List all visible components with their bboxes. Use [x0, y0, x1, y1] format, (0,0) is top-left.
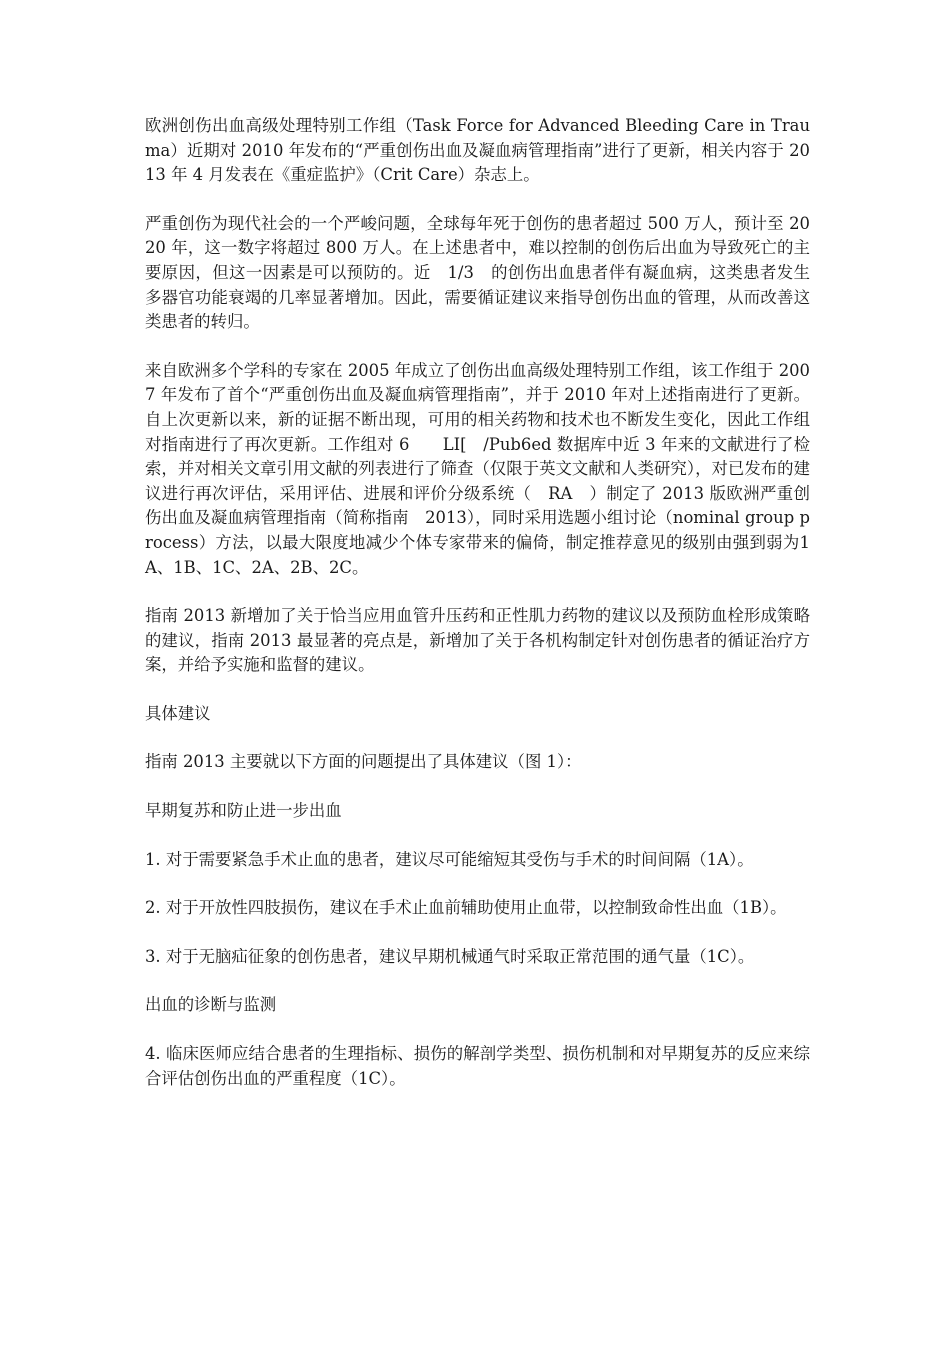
paragraph-task-force: 来自欧洲多个学科的专家在 2005 年成立了创伤出血高级处理特别工作组，该工作组于 2007 年发布了首个“严重创伤出血及凝血病管理指南”，并于 2010 年对上述指南进行了更新。自上次更新以来，新的证据不断出现，可用的相关药物和技术也不断发生变化，因此工作组对指南进行了再次更新。工作组对 6 LI[ /Pub6ed 数据库中近 3 年来的文献进行了检索，并对相关文章引用文献的列表进行了筛查（仅限于英文文献和人类研究），对已发布的建议进行再次评估，采用评估、进展和评价分级系统（ RA ）制定了 2013 版欧洲严重创伤出血及凝血病管理指南（简称指南 2013），同时采用选题小组讨论（nominal group process）方法，以最大限度地减少个体专家带来的偏倚，制定推荐意见的级别由强到弱为1A、1B、1C、2A、2B、2C。: [145, 360, 810, 577]
recommendation-item-2: 2. 对于开放性四肢损伤，建议在手术止血前辅助使用止血带，以控制致命性出血（1B）。: [145, 898, 787, 918]
recommendation-item-4: 4. 临床医师应结合患者的生理指标、损伤的解剖学类型、损伤机制和对早期复苏的反应来综合评估创伤出血的严重程度（1C）。: [145, 1044, 810, 1088]
recommendation-item-3: 3. 对于无脑疝征象的创伤患者，建议早期机械通气时采取正常范围的通气量（1C）。: [145, 946, 755, 966]
heading-early-resuscitation: 早期复苏和防止进一步出血: [145, 801, 342, 821]
paragraph-background: 严重创伤为现代社会的一个严峻问题，全球每年死于创伤的患者超过 500 万人，预计至 2020 年，这一数字将超过 800 万人。在上述患者中，难以控制的创伤后出血为导致死亡的主要原因，但这一因素是可以预防的。近 1/3 的创伤出血患者伴有凝血病，这类患者发生多器官功能衰竭的几率显著增加。因此，需要循证建议来指导创伤出血的管理，从而改善这类患者的转归。: [145, 213, 810, 332]
heading-specific-recommendations: 具体建议: [145, 703, 211, 723]
paragraph-specific-intro: 指南 2013 主要就以下方面的问题提出了具体建议（图 1）：: [145, 752, 582, 772]
recommendation-item-1: 1. 对于需要紧急手术止血的患者，建议尽可能缩短其受伤与手术的时间间隔（1A）。: [145, 849, 754, 869]
paragraph-new-additions: 指南 2013 新增加了关于恰当应用血管升压药和正性肌力药物的建议以及预防血栓形成策略的建议，指南 2013 最显著的亮点是，新增加了关于各机构制定针对创伤患者的循证治疗方案，并给予实施和监督的建议。: [145, 606, 810, 675]
paragraph-intro: 欧洲创伤出血高级处理特别工作组（Task Force for Advanced Bleeding Care in Trauma）近期对 2010 年发布的“严重创伤出血及凝血病管理指南”进行了更新，相关内容于 2013 年 4 月发表在《重症监护》（Crit Care）杂志上。: [145, 116, 810, 185]
heading-diagnosis-monitoring: 出血的诊断与监测: [145, 995, 277, 1015]
document-body: [145, 114, 810, 1115]
